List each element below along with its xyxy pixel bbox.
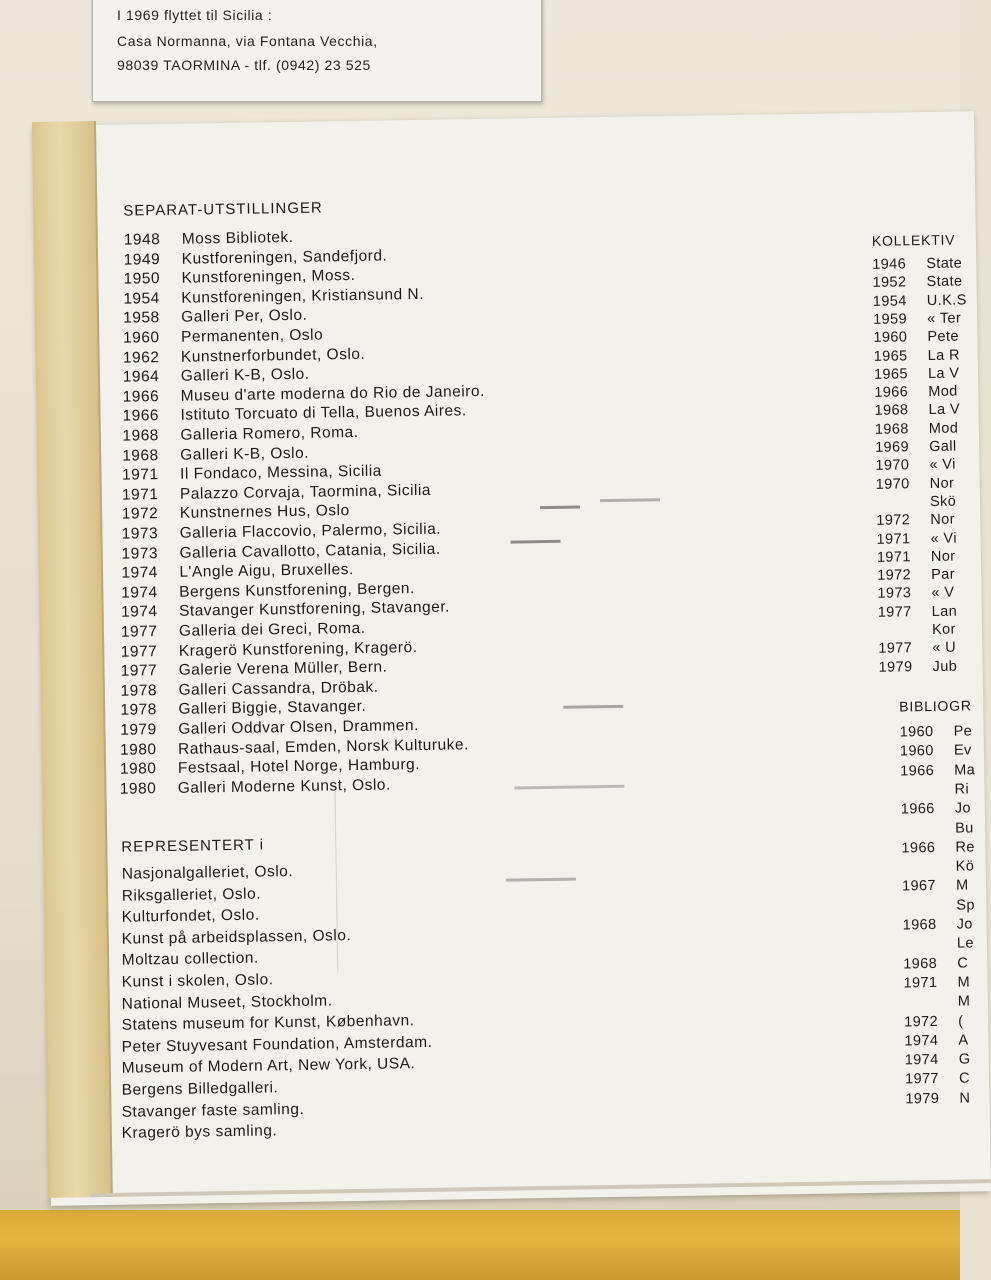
kollektiv-row-year: 1972 xyxy=(877,567,912,584)
exhibition-row-text: Permanenten, Oslo xyxy=(180,326,324,346)
kollektiv-row xyxy=(874,402,960,420)
bibliografi-row-text: Sp xyxy=(956,897,976,914)
bibliografi-row-year xyxy=(904,1006,958,1007)
exhibition-row xyxy=(123,365,310,387)
exhibition-row-year: 1971 xyxy=(121,466,159,484)
collection-item: Statens museum for Kunst, København. xyxy=(121,1012,415,1034)
kollektiv-row-text: Pete xyxy=(927,328,959,346)
kollektiv-row xyxy=(878,640,956,658)
ink-smudge xyxy=(514,785,624,790)
kollektiv-row-text: La V xyxy=(927,365,960,382)
exhibition-row-year: 1980 xyxy=(119,760,157,778)
collection-item: Nasjonalgalleriet, Oslo. xyxy=(121,863,294,883)
exhibition-row-year: 1973 xyxy=(121,544,159,563)
kollektiv-row-year: 1977 xyxy=(878,640,913,658)
kollektiv-row xyxy=(875,457,956,475)
kollektiv-row-text: La V xyxy=(928,401,961,419)
bibliografi-row xyxy=(905,1090,970,1108)
kollektiv-row-text: Kor xyxy=(931,621,956,638)
bibliografi-row-year: 1967 xyxy=(901,878,937,895)
kollektiv-row-year: 1973 xyxy=(877,585,912,603)
kollektiv-title: KOLLEKTIV xyxy=(871,231,956,249)
kollektiv-row-year: 1966 xyxy=(874,384,909,401)
bibliografi-row-year: 1968 xyxy=(903,955,938,973)
exhibition-row-text: Galleri Moderne Kunst, Oslo. xyxy=(177,776,391,797)
kollektiv-row-text: Gall xyxy=(929,438,957,455)
exhibition-row-year: 1964 xyxy=(122,368,160,386)
exhibition-row-year: 1968 xyxy=(122,427,159,445)
exhibition-row-text: Kustforeningen, Sandefjord. xyxy=(181,247,388,268)
bibliografi-row xyxy=(901,839,975,857)
bibliografi-row-text: M xyxy=(957,993,971,1010)
bibliografi-row-text: ( xyxy=(958,1013,964,1030)
kollektiv-row-text: « Vi xyxy=(929,456,956,474)
ink-smudge xyxy=(511,540,561,544)
exhibition-row-text: Festsaal, Hotel Norge, Hamburg. xyxy=(177,756,421,778)
kollektiv-row-year: 1959 xyxy=(873,311,908,328)
bibliografi-row-year xyxy=(902,871,956,872)
bibliografi-row-year: 1971 xyxy=(903,974,938,992)
exhibition-row-year: 1971 xyxy=(121,485,159,504)
address-line-3: 98039 TAORMINA - tlf. (0942) 23 525 xyxy=(117,57,371,73)
bibliografi-row xyxy=(903,955,968,973)
exhibition-row xyxy=(120,775,391,798)
kollektiv-row-year: 1970 xyxy=(875,475,910,493)
exhibition-row xyxy=(122,481,431,505)
bibliografi-row-text: C xyxy=(957,955,969,972)
exhibition-row-text: Galleri Per, Oslo. xyxy=(181,307,308,327)
kollektiv-row-text: « U xyxy=(932,639,957,657)
bibliografi-row-text: Pe xyxy=(953,723,973,740)
bibliografi-title: BIBLIOGR xyxy=(899,697,972,715)
bibliografi-row-text: G xyxy=(958,1051,971,1068)
kollektiv-row xyxy=(875,439,957,457)
kollektiv-row xyxy=(877,548,956,566)
bibliografi-row-year: 1972 xyxy=(904,1013,939,1030)
ink-smudge xyxy=(600,498,660,502)
exhibition-row-year: 1977 xyxy=(120,642,158,661)
bibliografi-row-text: C xyxy=(958,1070,971,1087)
kollektiv-row-text: « Ter xyxy=(927,310,962,327)
exhibition-row-text: L'Angle Aigu, Bruxelles. xyxy=(179,561,354,581)
kollektiv-row xyxy=(872,255,962,273)
kollektiv-row xyxy=(877,585,954,603)
exhibition-row-year: 1968 xyxy=(122,446,159,465)
kollektiv-row xyxy=(876,493,956,511)
exhibition-row-year: 1949 xyxy=(123,250,161,269)
kollektiv-row-year: 1969 xyxy=(875,439,910,456)
bibliografi-row-text: A xyxy=(958,1032,969,1049)
bibliografi-row-text: N xyxy=(959,1090,971,1107)
kollektiv-row xyxy=(873,310,961,328)
ink-smudge xyxy=(506,878,576,882)
kollektiv-row-year: 1972 xyxy=(876,512,911,530)
floor-surface xyxy=(0,1210,960,1280)
exhibition-row xyxy=(123,285,424,309)
bibliografi-row-text: Ri xyxy=(954,781,970,798)
exhibition-row xyxy=(122,402,466,426)
bibliografi-row xyxy=(903,974,970,992)
address-note xyxy=(92,0,542,102)
kollektiv-row-text: Par xyxy=(931,566,956,584)
kollektiv-row xyxy=(872,274,962,292)
exhibition-row-year: 1966 xyxy=(122,407,160,426)
exhibition-row-text: Istituto Torcuato di Tella, Buenos Aires. xyxy=(180,402,467,425)
kollektiv-row-text: « V xyxy=(931,584,955,602)
exhibition-row-year: 1958 xyxy=(123,309,160,328)
kollektiv-row xyxy=(876,512,955,530)
exhibition-row xyxy=(123,325,323,347)
exhibition-row-text: Galerie Verena Müller, Bern. xyxy=(178,658,388,679)
bibliografi-row-year: 1974 xyxy=(904,1032,939,1050)
bibliografi-row-text: Jo xyxy=(954,800,972,817)
exhibition-row xyxy=(121,539,440,563)
bibliografi-row-text: M xyxy=(957,974,971,991)
bibliografi-row-text: Bu xyxy=(955,819,974,837)
kollektiv-row-year: 1946 xyxy=(872,256,907,273)
collection-item: Kragerö bys samling. xyxy=(121,1122,278,1142)
kollektiv-row-year: 1960 xyxy=(873,329,908,347)
kollektiv-row-text: U.K.S xyxy=(926,291,967,309)
kollektiv-row-year xyxy=(878,634,932,635)
kollektiv-row xyxy=(874,365,960,383)
bibliografi-row xyxy=(904,1013,963,1031)
kollektiv-row-text: « Vi xyxy=(930,530,958,547)
exhibition-row-text: Kunstnerforbundet, Oslo. xyxy=(180,345,366,366)
kollektiv-row xyxy=(874,347,960,365)
bibliografi-row-year: 1968 xyxy=(902,916,937,934)
bibliografi-row-year: 1977 xyxy=(904,1071,940,1088)
exhibition-row xyxy=(123,306,307,328)
kollektiv-row-year: 1965 xyxy=(873,366,908,383)
kollektiv-row-year: 1968 xyxy=(874,420,909,438)
exhibition-row-year: 1977 xyxy=(120,662,158,680)
bibliografi-row-year xyxy=(901,794,955,795)
bibliografi-row-year xyxy=(903,948,957,949)
exhibition-row-text: Stavanger Kunstforening, Stavanger. xyxy=(178,598,451,621)
ink-smudge xyxy=(540,505,580,509)
kollektiv-row xyxy=(873,292,967,310)
kollektiv-row-text: La R xyxy=(927,346,961,364)
exhibition-row-text: Galleria Cavallotto, Catania, Sicilia. xyxy=(179,540,441,562)
exhibition-row-text: Il Fondaco, Messina, Sicilia xyxy=(179,462,383,483)
kollektiv-row-text: Nor xyxy=(930,548,956,565)
address-line-2: Casa Normanna, via Fontana Vecchia, xyxy=(117,33,378,49)
bibliografi-row xyxy=(901,801,971,819)
bibliografi-row xyxy=(902,858,975,876)
kollektiv-row-year: 1970 xyxy=(875,457,910,475)
collection-item: Bergens Billedgalleri. xyxy=(121,1079,279,1099)
kollektiv-row xyxy=(875,420,959,438)
bibliografi-row xyxy=(903,936,974,954)
kollektiv-row-year: 1952 xyxy=(872,274,907,292)
ink-smudge xyxy=(563,705,623,709)
exhibition-row-text: Galleri K-B, Oslo. xyxy=(180,365,310,385)
kollektiv-row-text: State xyxy=(926,255,963,273)
exhibition-row xyxy=(124,228,294,250)
kollektiv-row-year: 1971 xyxy=(876,530,911,548)
exhibition-row-text: Rathaus-saal, Emden, Norsk Kulturuke. xyxy=(177,735,469,758)
kollektiv-row xyxy=(878,603,958,621)
exhibition-row-text: Galleri Oddvar Olsen, Drammen. xyxy=(178,717,420,738)
kollektiv-row-year: 1979 xyxy=(878,658,913,676)
exhibition-row-text: Galleri Cassandra, Dröbak. xyxy=(178,678,379,699)
collection-item: National Museet, Stockholm. xyxy=(121,992,333,1013)
bibliografi-row-text: Jo xyxy=(956,916,973,933)
exhibition-row xyxy=(121,598,450,622)
separat-title: SEPARAT-UTSTILLINGER xyxy=(123,199,323,220)
bibliografi-row-year: 1966 xyxy=(900,801,935,818)
bibliografi-row-year: 1960 xyxy=(899,743,934,760)
kollektiv-row-text: Jub xyxy=(932,658,958,675)
exhibition-row-year: 1948 xyxy=(123,231,161,249)
exhibition-row-text: Kragerö Kunstforening, Kragerö. xyxy=(178,638,418,660)
bibliografi-row xyxy=(903,916,973,934)
representert-title: REPRESENTERT i xyxy=(121,836,265,856)
bibliografi-row-year: 1979 xyxy=(905,1090,940,1108)
exhibition-row-year: 1974 xyxy=(121,583,158,602)
exhibition-row-year: 1960 xyxy=(122,329,160,347)
exhibition-row xyxy=(122,443,309,465)
bibliografi-row xyxy=(900,781,969,799)
bibliografi-row-text: Kö xyxy=(955,858,975,875)
bibliografi-row-year: 1974 xyxy=(904,1052,939,1069)
address-line-1: I 1969 flyttet til Sicilia : xyxy=(117,7,273,23)
bibliografi-row xyxy=(902,897,975,915)
exhibition-row-year: 1978 xyxy=(120,681,158,700)
kollektiv-row-text: Nor xyxy=(929,475,955,492)
kollektiv-row xyxy=(873,329,959,347)
bibliografi-row-year xyxy=(902,909,956,910)
exhibition-row-text: Palazzo Corvaja, Taormina, Sicilia xyxy=(179,481,432,503)
exhibition-row-year: 1950 xyxy=(123,270,161,288)
kollektiv-row-text: Mod xyxy=(928,420,959,437)
exhibition-row-year: 1954 xyxy=(123,289,160,308)
exhibition-row-year: 1972 xyxy=(121,505,159,524)
bibliografi-row xyxy=(904,994,971,1012)
collection-item: Riksgalleriet, Oslo. xyxy=(121,885,262,905)
bibliografi-row-text: Re xyxy=(955,839,975,856)
bibliografi-row-year: 1966 xyxy=(901,839,936,857)
cv-sheet xyxy=(34,111,991,1206)
exhibition-row-year: 1980 xyxy=(119,740,157,759)
kollektiv-row xyxy=(874,384,958,402)
kollektiv-row-year: 1965 xyxy=(873,347,908,365)
exhibition-row-year: 1978 xyxy=(120,701,157,720)
bibliografi-row-text: Ev xyxy=(953,742,972,759)
exhibition-row-text: Kunstnernes Hus, Oslo xyxy=(179,502,350,523)
exhibition-row-text: Galleri Biggie, Stavanger. xyxy=(178,698,367,719)
kollektiv-row-year: 1954 xyxy=(872,292,907,310)
exhibition-row-year: 1980 xyxy=(119,779,157,798)
kollektiv-row-text: State xyxy=(926,273,963,291)
collection-item: Kunst på arbeidsplassen, Oslo. xyxy=(121,926,352,948)
kollektiv-row-text: Skö xyxy=(929,493,957,510)
collection-item: Peter Stuyvesant Foundation, Amsterdam. xyxy=(121,1033,433,1056)
bibliografi-row xyxy=(902,878,969,896)
collection-item: Kulturfondet, Oslo. xyxy=(121,906,260,926)
kollektiv-row-year: 1977 xyxy=(877,603,912,621)
exhibition-row-year: 1966 xyxy=(122,387,160,406)
exhibition-row-year: 1974 xyxy=(121,564,158,582)
exhibition-row-year: 1979 xyxy=(120,721,157,739)
bibliografi-row xyxy=(905,1052,971,1070)
collection-item: Kunst i skolen, Oslo. xyxy=(121,971,274,991)
kollektiv-row xyxy=(877,567,955,585)
bibliografi-row-year xyxy=(901,832,955,833)
bibliografi-row-year: 1966 xyxy=(900,762,935,780)
exhibition-row xyxy=(123,344,366,367)
exhibition-row-year: 1974 xyxy=(120,603,158,622)
exhibition-row-text: Kunstforeningen, Moss. xyxy=(181,267,356,287)
kollektiv-row xyxy=(876,530,957,548)
kollektiv-row-text: Lan xyxy=(931,603,958,620)
exhibition-row-text: Bergens Kunstforening, Bergen. xyxy=(179,579,415,601)
exhibition-row-text: Galleria dei Greci, Roma. xyxy=(178,619,366,640)
kollektiv-row xyxy=(876,475,955,493)
exhibition-row-year: 1977 xyxy=(120,623,158,641)
collection-item: Museum of Modern Art, New York, USA. xyxy=(121,1055,416,1078)
bibliografi-row xyxy=(900,723,973,741)
kollektiv-row xyxy=(878,622,956,640)
exhibition-row-text: Galleria Flaccovio, Palermo, Sicilia. xyxy=(179,520,442,542)
bibliografi-row-text: Ma xyxy=(954,761,976,779)
kollektiv-row-year: 1971 xyxy=(876,549,911,566)
exhibition-row-text: Kunstforeningen, Kristiansund N. xyxy=(181,285,425,307)
kollektiv-row xyxy=(878,658,957,676)
kollektiv-row-year: 1968 xyxy=(874,402,909,420)
bibliografi-row xyxy=(904,1032,968,1050)
bibliografi-row-year: 1960 xyxy=(899,723,934,741)
exhibition-row-text: Moss Bibliotek. xyxy=(181,228,294,248)
exhibition-row-year: 1962 xyxy=(122,348,160,367)
bibliografi-row xyxy=(900,743,972,761)
kollektiv-row-year xyxy=(876,506,930,507)
exhibition-row-text: Galleri K-B, Oslo. xyxy=(180,444,310,464)
bibliografi-row xyxy=(905,1071,970,1089)
bibliografi-row xyxy=(901,820,974,838)
kollektiv-row-text: Mod xyxy=(928,383,958,401)
bibliografi-row-text: Le xyxy=(956,935,975,952)
collection-item: Moltzau collection. xyxy=(121,949,259,970)
bibliografi-row xyxy=(900,762,975,780)
exhibition-row-year: 1973 xyxy=(121,525,159,543)
exhibition-row-text: Galleria Romero, Roma. xyxy=(180,423,359,444)
exhibition-row-text: Museu d'arte moderna do Rio de Janeiro. xyxy=(180,382,485,405)
bibliografi-row-text: M xyxy=(955,877,969,895)
kollektiv-row-text: Nor xyxy=(930,511,956,529)
collection-item: Stavanger faste samling. xyxy=(121,1100,305,1121)
exhibition-row xyxy=(122,423,358,446)
